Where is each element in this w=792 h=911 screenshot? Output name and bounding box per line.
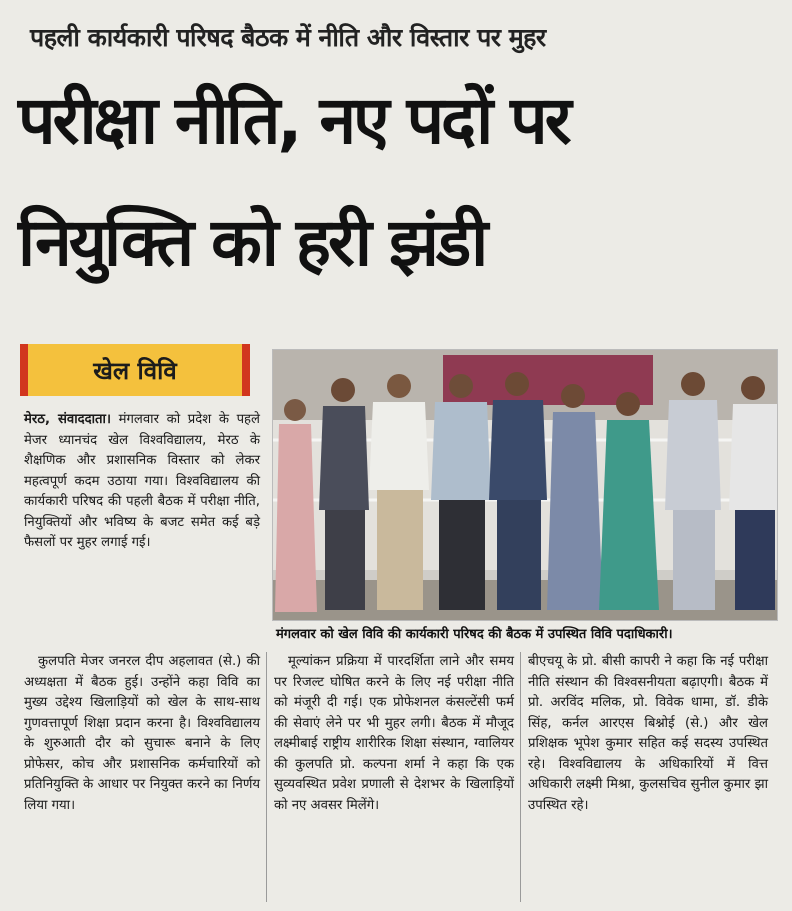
column-divider-2 bbox=[520, 652, 521, 902]
article-column-1-bottom bbox=[24, 652, 260, 816]
paragraph-3: मूल्यांकन प्रक्रिया में पारदर्शिता लाने और समय पर रिजल्ट घोषित करने के लिए नई परीक्षा नीति को मंजूरी दी गई। एक प्रोफेशनल कंसल्टेंसी फर्म की सेवाएं लेने पर भी मुहर लगी। बैठक में मौजूद लक्ष्मीबाई राष्ट्रीय शारीरिक शिक्षा संस्थान, ग्वालियर की कुलपति प्रो. कल्पना शर्मा ने कहा कि एक सुव्यवस्थित प्रवेश प्रणाली से देशभर के खिलाड़ियों को नए अवसर मिलेंगे। bbox=[274, 654, 514, 813]
headline-line-2: नियुक्ति को हरी झंडी bbox=[18, 204, 486, 281]
article-kicker: पहली कार्यकारी परिषद बैठक में नीति और विस्तार पर मुहर bbox=[30, 23, 546, 52]
group-photo-illustration bbox=[273, 350, 778, 621]
article-column-2 bbox=[274, 652, 514, 816]
section-tag bbox=[20, 344, 250, 396]
paragraph-2: कुलपति मेजर जनरल दीप अहलावत (से.) की अध्यक्षता में बैठक हुई। उन्होंने कहा विवि का मुख्य उद्देश्य खिलाड़ियों को खेल के साथ-साथ गुणवत्तापूर्ण शिक्षा प्रदान करना है। विश्वविद्यालय के शुरुआती दौर को सुचारू बनाने के लिए प्रोफेसर, कोच और प्रशासनिक कर्मचारियों को प्रतिनियुक्ति के आधार पर नियुक्त करने का निर्णय लिया गया। bbox=[24, 654, 260, 813]
photo-caption: मंगलवार को खेल विवि की कार्यकारी परिषद की बैठक में उपस्थित विवि पदाधिकारी। bbox=[276, 627, 673, 642]
section-tag-label: खेल विवि bbox=[93, 356, 177, 385]
article-column-1-top bbox=[24, 410, 260, 554]
paragraph-1 bbox=[24, 410, 260, 554]
group-photo bbox=[272, 349, 778, 621]
dateline: मेरठ, संवाददाता। bbox=[24, 412, 111, 427]
paragraph-1-text: मंगलवार को प्रदेश के पहले मेजर ध्यानचंद खेल विश्वविद्यालय, मेरठ के शैक्षणिक और प्रशासनिक विस्तार को लेकर महत्वपूर्ण कदम उठाया गया। विश्वविद्यालय की कार्यकारी परिषद की पहली बैठक में परीक्षा नीति, नियुक्तियों और भविष्य के बजट समेत कई बड़े फैसलों पर मुहर लगाई गई। bbox=[24, 412, 260, 550]
column-divider-1 bbox=[266, 652, 267, 902]
headline-line-1: परीक्षा नीति, नए पदों पर bbox=[18, 82, 569, 159]
article-column-3 bbox=[528, 652, 768, 816]
paragraph-4: बीएचयू के प्रो. बीसी कापरी ने कहा कि नई परीक्षा नीति संस्थान की विश्वसनीयता बढ़ाएगी। बैठक में प्रो. अरविंद मलिक, प्रो. विवेक धामा, डॉ. डीके सिंह, कर्नल आरएस बिश्नोई (से.) और खेल प्रशिक्षक भूपेश कुमार सहित कई सदस्य उपस्थित रहे। विश्वविद्यालय के अधिकारियों में वित्त अधिकारी लक्ष्मी मिश्रा, कुलसचिव सुनील कुमार झा उपस्थित रहे। bbox=[528, 654, 768, 813]
